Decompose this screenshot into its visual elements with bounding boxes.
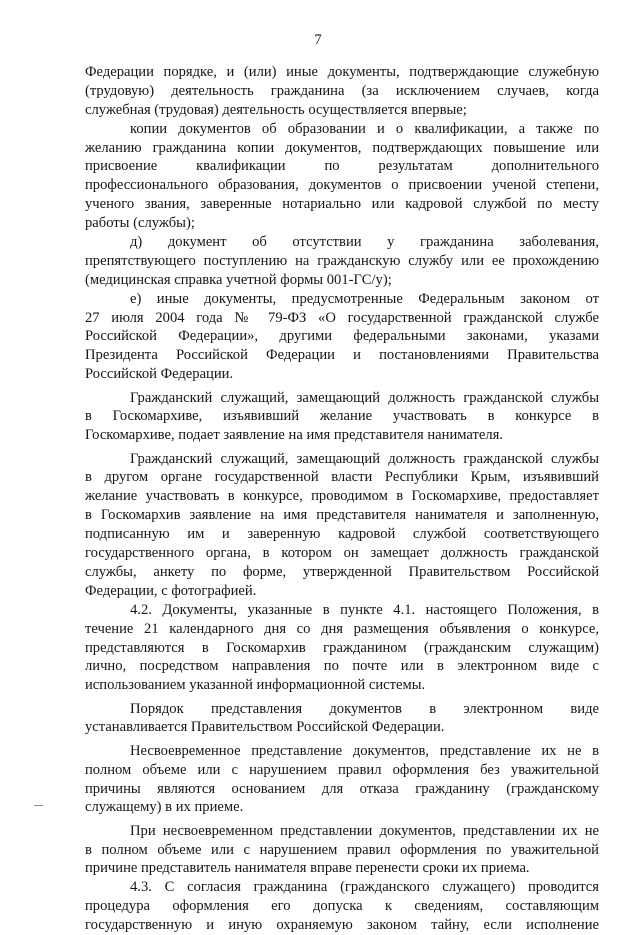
text-line: (трудовую) деятельность гражданина (за исключением случаев, когда xyxy=(85,82,599,99)
document-body-text xyxy=(85,63,599,935)
text-line: службы, анкету по форме, утвержденной Правительством Российской xyxy=(85,563,599,580)
text-line: При несвоевременном представлении документов, представлении их не xyxy=(130,822,599,839)
text-line: причины являются основанием для отказа гражданину (гражданскому xyxy=(85,780,599,797)
text-line: течение 21 календарного дня со дня размещения объявления о конкурсе, xyxy=(85,620,599,637)
text-line: д) документ об отсутствии у гражданина заболевания, xyxy=(130,234,599,251)
text-line: Госкомархиве, подает заявление на имя представителя нанимателя. xyxy=(85,427,504,444)
page-number: 7 xyxy=(314,32,322,48)
text-line: 4.3. С согласия гражданина (гражданского служащего) проводится xyxy=(130,879,599,896)
text-line: государственного органа, в котором он замещает должность гражданской xyxy=(85,545,599,562)
text-line: полном объеме или с нарушением правил оформления без уважительной xyxy=(85,761,599,778)
scan-margin-mark xyxy=(34,805,43,806)
text-line: желанию гражданина копии документов, подтверждающих повышение или xyxy=(85,139,599,156)
text-line: желание участвовать в конкурсе, проводимом в Госкомархиве, предоставляет xyxy=(85,488,599,505)
text-line: подписанную им и заверенную кадровой службой соответствующего xyxy=(85,526,599,543)
text-line: государственную и иную охраняемую законом тайну, если исполнение xyxy=(85,917,599,934)
text-line: Несвоевременное представление документов, представление их не в xyxy=(130,742,599,759)
text-line: е) иные документы, предусмотренные Федеральным законом от xyxy=(130,290,599,307)
text-line: в полном объеме или с нарушением правил оформления по уважительной xyxy=(85,841,599,858)
text-line: Президента Российской Федерации и постановлениями Правительства xyxy=(85,347,599,364)
text-line: препятствующего поступлению на гражданскую службу или ее прохождению xyxy=(85,252,599,269)
text-line: Гражданский служащий, замещающий должность гражданской службы xyxy=(130,389,599,406)
text-line: ученого звания, заверенные нотариально или кадровой службой по месту xyxy=(85,196,599,213)
text-line: в Госкомархив заявление на имя представителя нанимателя и заполненную, xyxy=(85,507,599,524)
text-line: (медицинская справка учетной формы 001-ГС/у); xyxy=(85,271,392,288)
text-line: процедура оформления его допуска к сведениям, составляющим xyxy=(85,898,599,915)
text-line: служебная (трудовая) деятельность осуществляется впервые; xyxy=(85,101,467,118)
text-line: копии документов об образовании и о квалификации, а также по xyxy=(130,120,599,137)
text-line: в Госкомархиве, изъявивший желание участвовать в конкурсе в xyxy=(85,408,599,425)
text-line: лично, посредством направления по почте или в электронном виде с xyxy=(85,658,599,675)
text-line: работы (службы); xyxy=(85,215,195,232)
text-line: Российской Федерации. xyxy=(85,366,234,383)
text-line: в другом органе государственной власти Республики Крым, изъявивший xyxy=(85,469,599,486)
text-line: представляются в Госкомархив гражданином (гражданским служащим) xyxy=(85,639,599,656)
text-line: Федерации, с фотографией. xyxy=(85,582,257,599)
text-line: служащему) в их приеме. xyxy=(85,799,244,816)
text-line: 4.2. Документы, указанные в пункте 4.1. настоящего Положения, в xyxy=(130,601,599,618)
text-line: причине представитель нанимателя вправе перенести сроки их приема. xyxy=(85,860,530,877)
text-line: Российской Федерации», другими федеральными законами, указами xyxy=(85,328,599,345)
text-line: Гражданский служащий, замещающий должность гражданской службы xyxy=(130,450,599,467)
text-line: профессионального образования, документов о присвоении ученой степени, xyxy=(85,177,599,194)
text-line: Федерации порядке, и (или) иные документы, подтверждающие служебную xyxy=(85,64,599,80)
text-line: использованием указанной информационной системы. xyxy=(85,677,426,694)
text-line: устанавливается Правительством Российской Федерации. xyxy=(85,719,445,736)
text-line: 27 июля 2004 года № 79-ФЗ «О государственной гражданской службе xyxy=(85,309,599,326)
text-line: присвоение квалификации по результатам дополнительного xyxy=(85,158,599,175)
text-line: Порядок представления документов в электронном виде xyxy=(130,700,599,717)
